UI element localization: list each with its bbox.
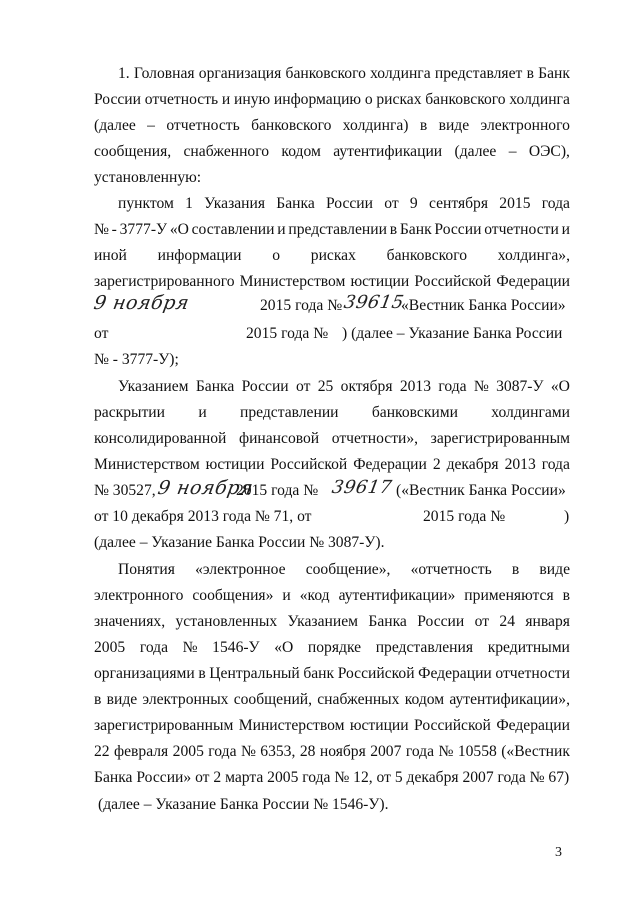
inline-text: ) [564, 508, 570, 525]
word: представления [375, 639, 474, 656]
word: ноября [319, 743, 366, 760]
word: № [94, 221, 109, 238]
text-line [118, 192, 570, 216]
word: холдингами [491, 404, 570, 421]
word: зарегистрированным [94, 717, 234, 734]
word: 1546-У [212, 639, 260, 656]
word: Понятия [118, 561, 175, 578]
word: пунктом [118, 195, 174, 212]
text-line [94, 401, 570, 425]
word: холдинга [370, 65, 431, 82]
word: № [240, 743, 256, 760]
inline-text: 2015 года № [246, 325, 329, 342]
word: информацию [273, 91, 362, 108]
word: применяются [464, 587, 554, 604]
word: электронного [94, 587, 184, 604]
word: юстиции [205, 456, 265, 473]
word: России [417, 613, 465, 630]
text-line: № - 3777-У); [94, 351, 179, 368]
word: в [511, 561, 520, 578]
word: сообщения, [94, 143, 172, 160]
word: 24 [499, 613, 515, 630]
word: сообщения» [192, 587, 274, 604]
text-line [94, 662, 570, 686]
word: – [147, 117, 155, 134]
word: 2013 [399, 378, 432, 395]
text-line [94, 322, 570, 346]
word: банк [303, 665, 335, 682]
word: ОЭС), [528, 143, 570, 160]
word: банковскими [371, 404, 458, 421]
word: и [221, 91, 231, 108]
word: отчетности [495, 665, 570, 682]
word: виде [438, 117, 470, 134]
text-line: Банка России» от 2 марта 2005 года № 12, от 5 декабря 2007 года № 67) [94, 769, 570, 786]
word: о [364, 91, 373, 108]
inline-text: от [94, 325, 109, 342]
word: 10558 [457, 743, 497, 760]
word: в [562, 587, 570, 604]
word: Федерации [418, 665, 492, 682]
word: Головная [133, 65, 195, 82]
word: аутентификации» [338, 587, 456, 604]
text-line [94, 714, 570, 738]
word: представлении [288, 221, 387, 238]
inline-text: от 10 декабря 2013 года № 71, от [94, 508, 312, 525]
word: организациями [94, 665, 195, 682]
word: от [384, 195, 399, 212]
word: Банка [368, 613, 407, 630]
word: Министерством [238, 717, 345, 734]
text-line: (далее – Указание Банка России № 3087-У). [94, 534, 385, 551]
word: Банка [195, 378, 235, 395]
word: 2 [432, 456, 441, 473]
word: 6353, [260, 743, 296, 760]
word: «электронное [195, 561, 286, 578]
word: снабженных [317, 691, 400, 708]
word: виде [106, 691, 138, 708]
word: электронных [142, 691, 229, 708]
word: и [198, 404, 207, 421]
text-line [94, 505, 570, 529]
word: виде [539, 561, 570, 578]
handwritten-number: 39617 [330, 477, 394, 498]
inline-text: («Вестник Банка России» [396, 482, 566, 499]
word: года [405, 743, 435, 760]
word: Банка [276, 195, 315, 212]
text-line [94, 636, 570, 660]
word: России [241, 378, 289, 395]
word: 1 [185, 195, 193, 212]
word: сентября [428, 195, 489, 212]
word: России [434, 221, 482, 238]
word: «О [169, 221, 189, 238]
word: Указания [204, 195, 266, 212]
word: и [561, 221, 570, 238]
word: отчетности», [331, 430, 419, 447]
word: и [277, 221, 286, 238]
word: 1. [118, 65, 130, 82]
word: холдинга [509, 91, 570, 108]
word: аутентификации», [449, 691, 570, 708]
word: 2015 [499, 195, 531, 212]
inline-text: ) (далее – Указание Банка России [342, 325, 563, 342]
word: № [182, 639, 198, 656]
word: значениях, [94, 613, 166, 630]
word: финансовой [238, 430, 320, 447]
inline-text: 2015 года № [260, 297, 343, 314]
word: в [419, 117, 428, 134]
handwritten-date: 9 ноября [156, 477, 255, 499]
word: зарегистрированного [94, 273, 235, 290]
word: 28 [299, 743, 316, 760]
word: «код [299, 587, 330, 604]
word: Указанием [118, 378, 189, 395]
word: Федерации [496, 717, 570, 734]
word: 3777-У [119, 221, 168, 238]
text-line [118, 558, 570, 582]
word: Федерации [353, 456, 427, 473]
inline-text: «Вестник Банка России» [401, 297, 566, 314]
word: банковского [386, 247, 467, 264]
text-line [94, 140, 570, 164]
word: Российской [414, 273, 492, 290]
word: 2013 [504, 456, 536, 473]
word: года [541, 456, 570, 473]
word: 3087-У [496, 378, 544, 395]
word: года [438, 378, 467, 395]
word: раскрытии [94, 404, 165, 421]
word: отчетности [484, 221, 559, 238]
word: о [272, 247, 281, 264]
word: Банк [538, 65, 570, 82]
word: организация [198, 65, 282, 82]
word: (далее [94, 117, 136, 134]
word: Российской [414, 717, 491, 734]
text-line [94, 688, 570, 712]
word: Федерации [496, 273, 570, 290]
word: снабженного [183, 143, 270, 160]
word: составлении [191, 221, 275, 238]
text-line [94, 114, 570, 138]
text-line [94, 166, 570, 190]
word: 25 [317, 378, 334, 395]
word: представляет [434, 65, 523, 82]
text-line [94, 584, 570, 608]
text-line: (далее – Указание Банка России № 1546-У). [98, 796, 389, 813]
handwritten-number: 39615 [342, 292, 406, 313]
word: «О [550, 378, 570, 395]
word: банковского [285, 65, 366, 82]
word: 2005 [172, 743, 204, 760]
word: банковского [251, 117, 332, 134]
text-line [94, 740, 570, 764]
text-line [94, 610, 570, 634]
text-line [94, 453, 570, 477]
word: Министерством [239, 273, 346, 290]
word: консолидированной [94, 430, 227, 447]
inline-text: № 30527, [94, 482, 156, 499]
word: банковского [425, 91, 506, 108]
word: рисках [376, 91, 422, 108]
text-line [94, 88, 570, 112]
page-number: 3 [555, 845, 562, 860]
text-line [118, 62, 570, 86]
inline-text: 2015 года № [236, 482, 319, 499]
word: января [525, 613, 570, 630]
inline-text: 2015 года № [423, 508, 506, 525]
word: («Вестник [501, 743, 570, 760]
word: (далее [454, 143, 497, 160]
word: 2007 [370, 743, 402, 760]
word: № [438, 743, 454, 760]
word: в [94, 691, 102, 708]
word: года [208, 743, 237, 760]
word: отчетность [166, 117, 240, 134]
word: в [198, 665, 206, 682]
word: зарегистрированным [430, 430, 570, 447]
text-line [118, 375, 570, 399]
word: 9 [409, 195, 418, 212]
word: Банк [399, 221, 432, 238]
word: информации [157, 247, 242, 264]
word: года [139, 639, 169, 656]
text-line [94, 479, 570, 503]
word: кодом [281, 143, 321, 160]
word: «отчетность [410, 561, 492, 578]
word: - [111, 221, 117, 238]
word: 22 [94, 743, 110, 760]
word: сообщений, [233, 691, 313, 708]
word: иной [94, 247, 127, 264]
word: установленных [175, 613, 278, 630]
text-line [94, 427, 570, 451]
word: года [541, 195, 570, 212]
word: холдинга», [497, 247, 570, 264]
word: от [474, 613, 490, 630]
word: аутентификации [333, 143, 443, 160]
word: представлении [239, 404, 339, 421]
word: от [295, 378, 311, 395]
word: отчетность [144, 91, 219, 108]
word: Центральный [209, 665, 300, 682]
word: и [282, 587, 291, 604]
word: электронного [480, 117, 570, 134]
word: 2005 [94, 639, 126, 656]
word: кредитными [487, 639, 570, 656]
word: установленную: [94, 169, 202, 186]
text-line [94, 294, 570, 318]
word: юстиции [350, 273, 410, 290]
word: Указанием [287, 613, 358, 630]
word: декабря [446, 456, 499, 473]
text-line [94, 218, 570, 242]
word: – [508, 143, 517, 160]
word: «О [274, 639, 294, 656]
word: холдинга) [342, 117, 409, 134]
word: февраля [114, 743, 169, 760]
word: Министерством [94, 456, 200, 473]
handwritten-date: 9 ноября [92, 292, 191, 314]
word: рисках [310, 247, 356, 264]
word: в [389, 221, 398, 238]
word: Российской [270, 456, 348, 473]
word: России [94, 91, 142, 108]
text-line [94, 244, 570, 268]
word: октября [340, 378, 393, 395]
word: сообщение», [305, 561, 391, 578]
word: иную [234, 91, 271, 108]
word: Российской [337, 665, 415, 682]
word: в [526, 65, 534, 82]
word: порядке [307, 639, 362, 656]
word: кодом [404, 691, 445, 708]
word: России [326, 195, 374, 212]
word: № [473, 378, 489, 395]
word: юстиции [349, 717, 409, 734]
